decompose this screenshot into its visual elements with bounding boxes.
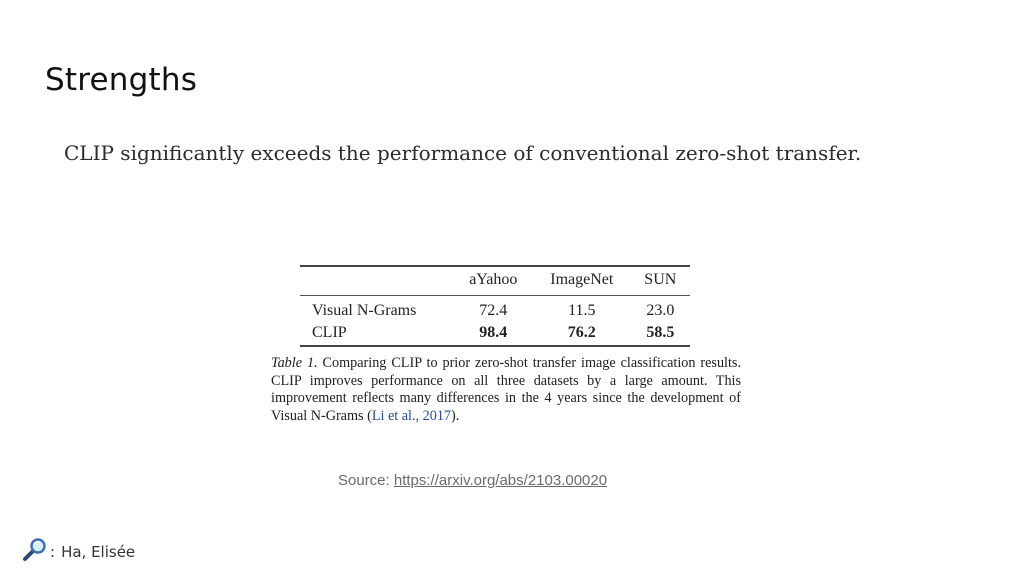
- caption-end: ).: [451, 407, 460, 424]
- source-label: Source:: [338, 472, 390, 489]
- table-header-cell: SUN: [644, 271, 677, 288]
- footer: [22, 538, 135, 566]
- table-row-label: Visual N-Grams: [312, 302, 417, 319]
- table-cell: 76.2: [567, 324, 596, 341]
- slide-title: Strengths: [45, 62, 198, 98]
- table-header-cell: [300, 266, 454, 296]
- footer-author: Ha, Elisée: [61, 543, 136, 561]
- table-cell: 11.5: [568, 302, 596, 319]
- caption-table-ref: Table 1.: [271, 355, 318, 371]
- caption-body: Comparing CLIP to prior zero-shot transfer image classification results. CLIP improves performance on all three datasets by a large amount. This improvement reflects many differences in the 4 years since the development of Visual N-Grams (: [271, 355, 742, 424]
- table-cell: 72.4: [479, 302, 508, 319]
- zero-shot-results-table: [300, 265, 690, 347]
- table-row: [300, 296, 690, 323]
- table-row: [300, 322, 690, 346]
- caption-citation-link[interactable]: Li et al., 2017: [371, 407, 452, 424]
- table-header-cell: ImageNet: [550, 271, 614, 288]
- source-link[interactable]: https://arxiv.org/abs/2103.00020: [393, 472, 608, 489]
- table-row-label: CLIP: [312, 324, 347, 341]
- table-caption: [271, 355, 741, 425]
- table-cell: 98.4: [479, 324, 508, 341]
- table-cell: 23.0: [646, 302, 675, 319]
- source-line: [338, 472, 607, 489]
- footer-separator: :: [50, 543, 56, 561]
- magnifier-icon: [22, 538, 48, 566]
- table-header-cell: aYahoo: [469, 271, 518, 288]
- strength-statement: CLIP significantly exceeds the performance of conventional zero-shot transfer.: [64, 141, 862, 165]
- table-cell: 58.5: [646, 324, 675, 341]
- table-header-row: [300, 266, 690, 296]
